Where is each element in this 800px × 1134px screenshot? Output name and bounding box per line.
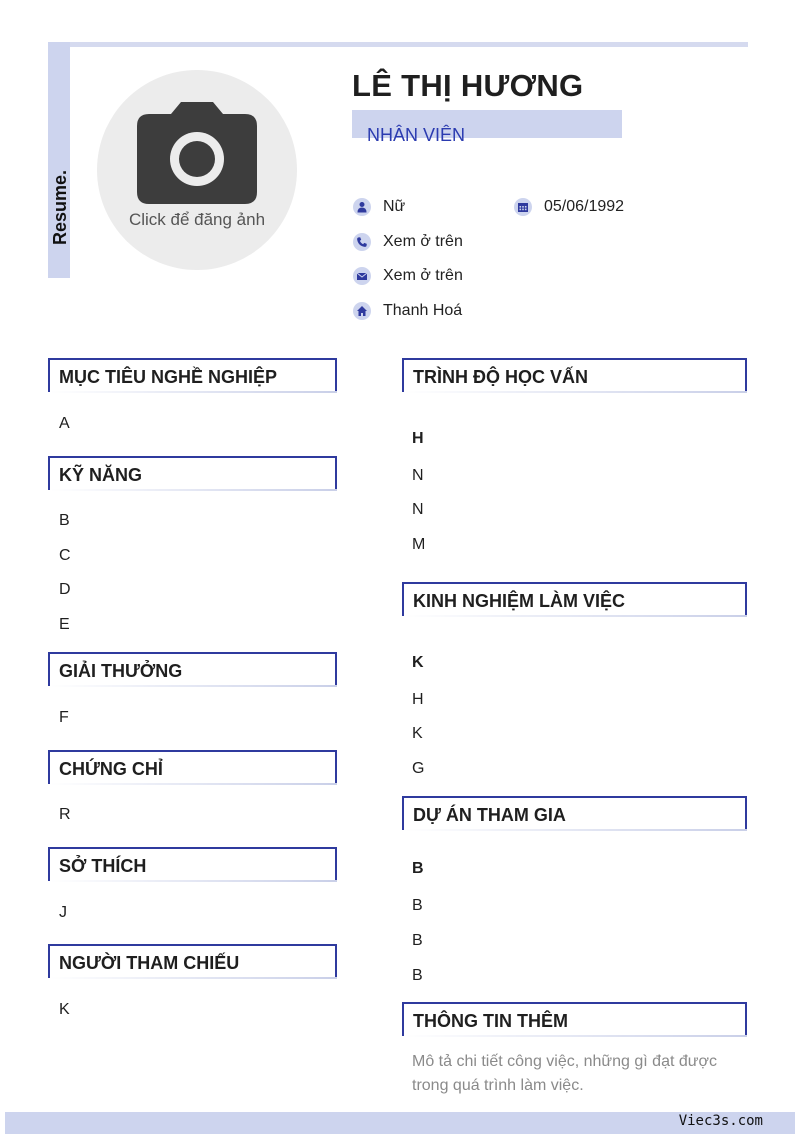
list-item[interactable]: N — [412, 467, 424, 484]
email-value[interactable]: Xem ở trên — [383, 267, 463, 284]
list-item[interactable]: R — [59, 806, 71, 823]
list-item[interactable]: B — [412, 932, 423, 949]
footer-bar — [5, 1112, 795, 1134]
candidate-name[interactable]: LÊ THỊ HƯƠNG — [352, 68, 584, 103]
avatar-upload[interactable] — [97, 70, 297, 270]
footer-brand: Viec3s.com — [678, 1113, 763, 1129]
email-row — [353, 267, 463, 285]
section-title: SỞ THÍCH — [59, 856, 147, 876]
list-item[interactable]: K — [59, 1001, 70, 1018]
section-header-objective — [48, 358, 337, 392]
list-item[interactable]: J — [59, 904, 67, 921]
section-header-additional — [402, 1002, 747, 1036]
birthdate-row — [514, 198, 624, 216]
list-item[interactable]: M — [412, 536, 426, 553]
list-item[interactable]: F — [59, 709, 69, 726]
list-item[interactable]: K — [412, 725, 423, 742]
list-item[interactable]: E — [59, 616, 70, 633]
list-item[interactable]: H — [412, 691, 424, 708]
section-title: GIẢI THƯỞNG — [59, 661, 183, 681]
additional-description[interactable]: Mô tả chi tiết công việc, những gì đạt được trong quá trình làm việc. — [412, 1053, 717, 1094]
section-title: THÔNG TIN THÊM — [413, 1011, 568, 1031]
section-title: MỤC TIÊU NGHỀ NGHIỆP — [59, 367, 278, 387]
section-header-awards — [48, 652, 337, 686]
birthdate-value[interactable]: 05/06/1992 — [544, 198, 625, 215]
section-header-education — [402, 358, 747, 392]
list-item[interactable]: N — [412, 501, 424, 518]
section-title: KỸ NĂNG — [59, 465, 143, 485]
list-item[interactable]: B — [59, 512, 70, 529]
section-header-references — [48, 944, 337, 978]
header-top-line — [48, 42, 748, 47]
section-title: NGƯỜI THAM CHIẾU — [59, 953, 240, 973]
avatar-upload-text: Click để đăng ảnh — [128, 210, 266, 229]
phone-value[interactable]: Xem ở trên — [383, 233, 463, 250]
section-header-projects — [402, 796, 747, 830]
section-header-experience — [402, 582, 747, 616]
list-item[interactable]: A — [59, 415, 70, 432]
section-header-skills — [48, 456, 337, 490]
list-item[interactable]: B — [412, 967, 423, 984]
address-row — [353, 302, 462, 320]
section-header-certificates — [48, 750, 337, 784]
candidate-position[interactable]: NHÂN VIÊN — [367, 125, 466, 145]
section-title: DỰ ÁN THAM GIA — [413, 805, 566, 825]
list-item[interactable]: D — [59, 581, 71, 598]
list-item-heading[interactable]: K — [412, 654, 424, 671]
list-item-heading[interactable]: B — [412, 860, 424, 877]
list-item[interactable]: C — [59, 547, 71, 564]
user-icon — [353, 198, 371, 216]
resume-label: Resume. — [50, 169, 70, 245]
section-title: CHỨNG CHỈ — [59, 759, 163, 779]
calendar-icon — [514, 198, 532, 216]
list-item-heading[interactable]: H — [412, 430, 424, 447]
section-header-hobbies — [48, 847, 337, 881]
phone-icon — [353, 233, 371, 251]
section-title: KINH NGHIỆM LÀM VIỆC — [413, 591, 626, 611]
camera-icon — [137, 100, 257, 204]
phone-row — [353, 233, 463, 251]
section-title: TRÌNH ĐỘ HỌC VẤN — [413, 367, 588, 387]
home-icon — [353, 302, 371, 320]
gender-value[interactable]: Nữ — [383, 198, 406, 215]
envelope-icon — [353, 267, 371, 285]
list-item[interactable]: G — [412, 760, 425, 777]
list-item[interactable]: B — [412, 897, 423, 914]
gender-row — [353, 198, 405, 216]
address-value[interactable]: Thanh Hoá — [383, 302, 463, 319]
